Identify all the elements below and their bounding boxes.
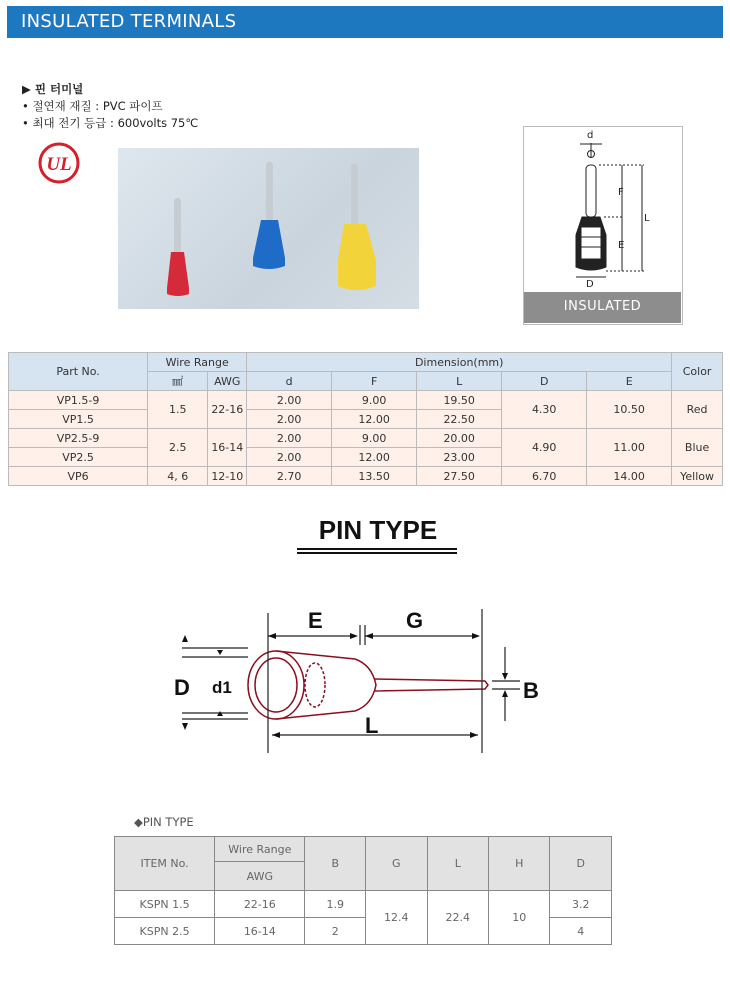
cell-awg: 16-14: [208, 429, 247, 467]
cell-D: 4.90: [502, 429, 587, 467]
cell-awg: 12-10: [208, 467, 247, 486]
info-title: ▶ 핀 터미널: [22, 82, 84, 96]
blue-pin-terminal: [253, 162, 285, 269]
cell-D: 4.30: [502, 391, 587, 429]
th-awg: AWG: [208, 372, 247, 391]
cell-L: 20.00: [417, 429, 502, 448]
th-G: G: [365, 837, 427, 891]
th-dimension: Dimension(mm): [247, 353, 672, 372]
diagram-B-label: B: [523, 678, 539, 703]
cell-F: 9.00: [332, 429, 417, 448]
cell-part: VP2.5: [9, 448, 148, 467]
cell-d: 2.00: [247, 391, 332, 410]
pin-table-label: ◆PIN TYPE: [134, 815, 194, 829]
cell-B: 2: [305, 918, 365, 945]
ul-logo: [38, 142, 80, 184]
dim-E-label: E: [618, 240, 625, 251]
cell-D: 6.70: [502, 467, 587, 486]
ul-logo-text: UL: [46, 154, 72, 175]
th-F: F: [332, 372, 417, 391]
cell-item: KSPN 1.5: [115, 891, 215, 918]
section-title: INSULATED TERMINALS: [21, 11, 237, 32]
cell-part: VP2.5-9: [9, 429, 148, 448]
dim-D-label: D: [586, 279, 594, 290]
cell-F: 13.50: [332, 467, 417, 486]
cell-awg: 16-14: [215, 918, 305, 945]
cell-color: Blue: [672, 429, 723, 467]
drawing-caption: INSULATED: [563, 299, 642, 314]
cell-color: Yellow: [672, 467, 723, 486]
info-line-rating: • 최대 전기 등급 : 600volts 75℃: [22, 116, 199, 130]
th-B: B: [305, 837, 365, 891]
product-info: [22, 81, 198, 132]
th-L: L: [417, 372, 502, 391]
cell-L: 19.50: [417, 391, 502, 410]
cell-E: 10.50: [587, 391, 672, 429]
th-color: Color: [672, 353, 723, 391]
title-rule: [297, 552, 457, 554]
cell-B: 1.9: [305, 891, 365, 918]
th-H: H: [489, 837, 550, 891]
drawing-caption-bar: [524, 292, 681, 323]
cell-G: 12.4: [365, 891, 427, 945]
red-pin-terminal: [167, 198, 189, 296]
yellow-pin-terminal: [338, 164, 376, 290]
cell-color: Red: [672, 391, 723, 429]
cell-d: 2.00: [247, 429, 332, 448]
cell-H: 10: [489, 891, 550, 945]
diagram-E-label: E: [308, 608, 323, 633]
cell-F: 9.00: [332, 391, 417, 410]
product-photo: [118, 148, 419, 309]
th-L: L: [427, 837, 489, 891]
diagram-d1-label: d1: [212, 678, 232, 697]
cell-d: 2.70: [247, 467, 332, 486]
cell-L: 23.00: [417, 448, 502, 467]
title-rule: [297, 548, 457, 550]
info-line-material: • 절연재 재질 : PVC 파이프: [22, 99, 163, 113]
diagram-G-label: G: [406, 608, 424, 633]
cell-E: 14.00: [587, 467, 672, 486]
th-awg: AWG: [215, 862, 305, 891]
cell-F: 12.00: [332, 410, 417, 429]
pin-type-diagram: [160, 595, 560, 765]
diagram-D-label: D: [174, 675, 190, 700]
pin-type-title: PIN TYPE: [318, 515, 438, 545]
cell-mm2: 4, 6: [148, 467, 208, 486]
cell-item: KSPN 2.5: [115, 918, 215, 945]
cell-F: 12.00: [332, 448, 417, 467]
th-item: ITEM No.: [115, 837, 215, 891]
th-D: D: [502, 372, 587, 391]
spec-table: [8, 352, 723, 486]
th-wire-range: Wire Range: [215, 837, 305, 862]
cell-mm2: 1.5: [148, 391, 208, 429]
dim-L-label: L: [644, 213, 650, 224]
cell-d: 2.00: [247, 410, 332, 429]
cell-part: VP1.5-9: [9, 391, 148, 410]
cell-L: 22.50: [417, 410, 502, 429]
dim-F-label: F: [618, 187, 624, 198]
cell-part: VP6: [9, 467, 148, 486]
cell-part: VP1.5: [9, 410, 148, 429]
dim-d-label: d: [587, 130, 594, 141]
cell-E: 11.00: [587, 429, 672, 467]
th-wire-range: Wire Range: [148, 353, 247, 372]
cell-d: 2.00: [247, 448, 332, 467]
cell-L: 22.4: [427, 891, 489, 945]
th-d: d: [247, 372, 332, 391]
th-E: E: [587, 372, 672, 391]
th-D: D: [550, 837, 612, 891]
th-mm2: ㎟: [148, 372, 208, 391]
cell-D: 3.2: [550, 891, 612, 918]
cell-awg: 22-16: [208, 391, 247, 429]
cell-awg: 22-16: [215, 891, 305, 918]
cell-mm2: 2.5: [148, 429, 208, 467]
th-part-no: Part No.: [9, 353, 148, 391]
section-header: [7, 6, 723, 38]
dimension-drawing-svg: [524, 127, 682, 292]
pin-spec-table: [114, 836, 612, 945]
cell-D: 4: [550, 918, 612, 945]
diagram-L-label: L: [365, 713, 379, 738]
cell-L: 27.50: [417, 467, 502, 486]
